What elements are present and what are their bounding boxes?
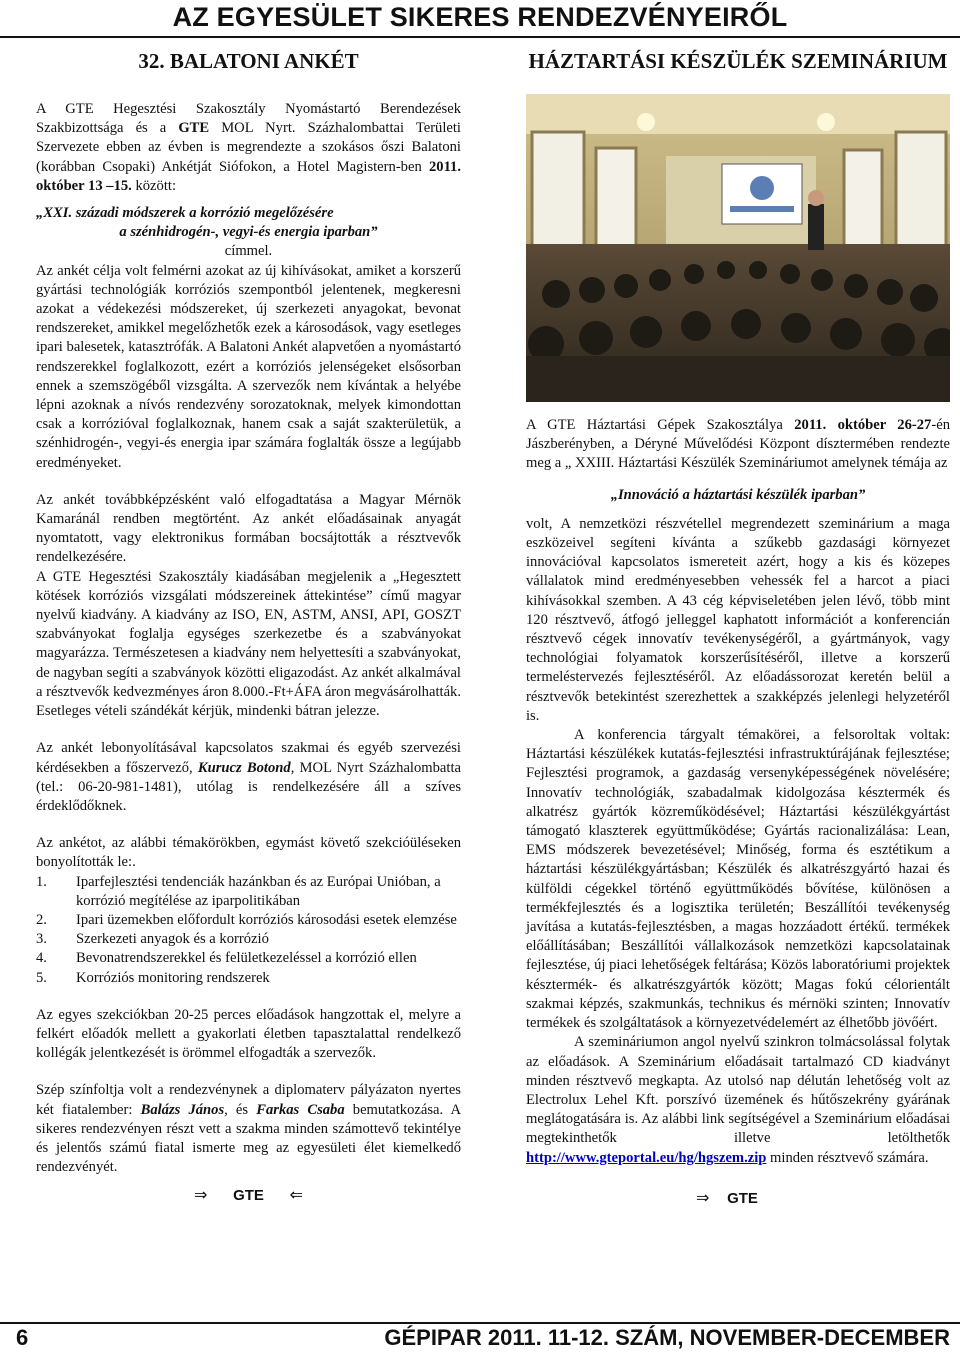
right-paragraph-2: A konferencia tárgyalt témakörei, a felsoroltak voltak: Háztartási készülékek kutatás-fejlesztési infrastruktúrájának fejlesztése; Fejlesztési programok, a gazdaság versenyképességének növelésére; Innovatív technológiák, szabadalmak kidolgozása késztermék és alkatrész gyártók közreműködésével; Háztartási készülékgyártást támogató klaszterek együttműködése; Gyártás racionalizálása: Lean, EMS módszerek bevezetésével; Minőség, forma és esztétikum a háztartási készülékgyártásban; Készülék és alkatrészgyártó hazai és külföldi cégekkel történő együttműködés bővítése, különösen a termékfejlesztés és a logisztika területén; Beszállítói tevékenység javítása a kutatás-fejlesztésben, a magas hozzáadott értékű. termékek előállításában; Beszállítói vállalkozások nemzetközi kapcsolatainak fejlesztése, új piaci lehetőségek feltárása; Közös laboratóriumi projektek késztermék- és alkatrészgyártók között; Magas fokú célorientált szakmai képzés, szakmunkás, technikus és mérnöki szinten; Innovatív termékek és szolgáltatások a környezetvédelemért az élhetőbb jövőért.	[526, 727, 950, 1032]
intro-text: között:	[131, 177, 176, 194]
list-item	[36, 949, 461, 968]
right-intro-paragraph	[526, 416, 950, 474]
left-signature	[36, 1185, 461, 1206]
p3-text: A szemináriumon angol nyelvű szinkron tolmácsolással folytak az előadások. A Szeminárium előadásait tartalmazó CD kiadványt minden résztvevő megkapta. Az utolsó nap délután lehetőség volt az Electrolux Lehel Kft. porszívó üzemének és hűtőszekrény gyárának meglátogatására is. Az alábbi link segítségével a Szeminárium előadásai megtekinthetők illetve letölthetők	[526, 1034, 950, 1147]
left-paragraph-1: Az ankét célja volt felmérni azokat az új kihívásokat, amiket a korszerű gyártási technológiák korróziós szempontból jelentenek, megkeresni azokat a védekezési módszereket, új szerkezeti anyagokat, bevonat rendszereket, amikkel megelőzhetők ezek a károsodások, vagy esetleges ipari balesetek, katasztrófák. A Balatoni Ankét alapvetően a nyomástartó rendszerekkel foglalkozott, ezért a korróziós jelenségeket elsősorban ennek a szemszögéből vizsgálta. A szervezők nem kívántak a helyébe lépni azoknak a nívós rendezvény sorozatoknak, melyek kimondottan csak a korrózióval foglalkoznak, hanem csak a saját szakterületük, a szénhidrogén-, vegyi-és energia ipar számára foglalták össze a legújabb eredményeket.	[36, 262, 461, 471]
p7-text: , és	[224, 1101, 257, 1118]
intro-date: 2011. október 13 –15.	[36, 158, 461, 194]
list-number: 3.	[36, 931, 47, 948]
list-item	[36, 873, 461, 911]
page-number: 6	[16, 1325, 29, 1350]
left-paragraph-6: Az egyes szekciókban 20-25 perces előadások hangzottak el, melyre a felkért előadók mellett a gyakorlati életben tapasztalattal rendelkező kollégák jelentkezését is örömmel elfogadták a szervezők.	[36, 1006, 461, 1062]
list-text: Bevonatrendszerekkel és felületkezeléssel a korrózió ellen	[76, 950, 417, 967]
winner-name-2: Farkas Csaba	[256, 1101, 345, 1118]
list-text: Korróziós monitoring rendszerek	[76, 969, 270, 986]
list-item	[36, 911, 461, 930]
intro-text: A GTE Hegesztési Szakosztály Nyomástartó Berendezések Szakbizottsága és a	[36, 101, 461, 137]
page-header-title: AZ EGYESÜLET SIKERES RENDEZVÉNYEIRŐL	[172, 2, 788, 32]
list-text: Ipari üzemekben előfordult korróziós károsodási esetek elemzése	[76, 911, 457, 928]
conference-hall-image	[526, 94, 950, 402]
arrow-right-icon: ⇒	[194, 1185, 208, 1205]
organizer-name: Kurucz Botond	[197, 759, 291, 776]
p7-text: bemutatkozása. A sikeres rendezvényen részt vett a szakma minden számottevő tekintélye és jelentős számú fiatal ismerte meg az egyesületi élet kiemelkedő rendezvényét.	[36, 1101, 462, 1176]
anket-title-line-1: „XXI. századi módszerek a korrózió megelőzésére	[36, 205, 334, 222]
right-signature	[526, 1188, 950, 1209]
gte-signature: GTE	[727, 1189, 758, 1207]
intro-text: A GTE Háztartási Gépek Szakosztálya	[526, 417, 795, 433]
right-article-title: HÁZTARTÁSI KÉSZÜLÉK SZEMINÁRIUM	[528, 49, 948, 73]
left-paragraph-4	[36, 739, 461, 816]
footer-divider	[0, 1322, 960, 1324]
right-article	[526, 48, 950, 1209]
intro-text: -én Jászberényben, a Déryné Művelődési Központ dísztermében rendezte meg a „ XXIII. Háztartási Készülék Szemináriumot amelynek témája az	[526, 417, 950, 472]
left-paragraph-2: Az ankét továbbképzésként való elfogadtatása a Magyar Mérnök Kamaránál rendben megtörtént. Az ankét előadásainak anyagát nyomtatott, vagy elektronikus formában bocsájtották a résztvevők rendelkezésére.	[36, 491, 461, 566]
anket-title	[36, 204, 461, 242]
list-number: 2.	[36, 911, 47, 928]
arrow-left-icon: ⇐	[289, 1185, 303, 1205]
list-number: 5.	[36, 969, 47, 986]
p4-text: , MOL Nyrt Százhalombatta (tel.: 06-20-981-1481), utólag is rendelkezésére áll a szíves érdeklődőknek.	[36, 759, 461, 814]
p4-text: Az ankét lebonyolításával kapcsolatos szakmai és egyéb szervezési kérdésekben a főszervező,	[36, 740, 461, 776]
conference-photo	[526, 94, 950, 402]
seminar-theme: „Innováció a háztartási készülék iparban”	[610, 486, 866, 503]
left-article	[36, 48, 461, 1207]
intro-date: 2011. október 26-27	[794, 417, 932, 433]
list-text: Iparfejlesztési tendenciák hazánkban és az Európai Unióban, a korrózió megítélése az iparpolitikában	[76, 873, 441, 909]
p3-text: minden résztvevő számára.	[766, 1149, 929, 1166]
left-paragraph-5: Az ankétot, az alábbi témakörökben, egymást követő szekcióüléseken bonyolították le:.	[36, 835, 461, 871]
intro-gte: GTE	[178, 120, 210, 137]
intro-text: MOL Nyrt. Százhalombattai Területi Szervezete ebben az évben is megrendezte a szokásos őszi Balatoni (korábban Csopaki) Ankétját Siófokon, a Hotel Magistern-ben	[36, 120, 461, 175]
left-intro-paragraph	[36, 100, 461, 196]
left-paragraph-3: A GTE Hegesztési Szakosztály kiadásában megjelenik a „Hegesztett kötések korróziós vizsgálati módszereinek áttekintése” című magyar nyelvű kiadvány. A kiadvány az ISO, EN, ASTM, ANSI, API, GOSZT szabványokat foglalja egységes szerkezetbe és a szabványokat magyarázza. Természetesen a kiadvány nem helyettesíti a szabványokat, de nagyban segíti a szabványok közötti eligazodást. Az ankét alkalmával a résztvevők kedvezményes áron 8.000.-Ft+ÁFA áron megvásárolhatták. Esetleges vételi szándékát kérjük, mindenki bátran jelezze.	[36, 568, 461, 720]
list-number: 1.	[36, 873, 47, 890]
right-paragraph-1: volt, A nemzetközi részvétellel megrendezett szeminárium a maga eszközeivel segíteni kívánta a szűkebb gazdasági környezet innovációval kapcsolatos ismereteit azért, hogy a kis és közepes vállalatok mind eredményesebben vehessék fel a harcot a piaci kihívásokkal szemben. A 43 cég képviseletében jelen lévő, több mint 120 résztvevő, átfogó jelleggel kaphatott információt a konferencián résztvevő cégek innovatív tevékenységéről, a gyártmányok, vagy technológiai folyamatok korszerűsítéséről, illetve a korszerű termeléstervezés fejlesztéséről. Az előadássorozat keretén belül a résztvevők betekintést szerezhettek a szakképzés jelenlegi helyzetéről is.	[526, 515, 950, 724]
footer-issue: GÉPIPAR 2011. 11-12. SZÁM, NOVEMBER-DECEMBER	[384, 1325, 950, 1350]
arrow-right-icon: ⇒	[696, 1187, 710, 1207]
header-divider	[0, 36, 960, 38]
left-paragraph-7	[36, 1081, 461, 1177]
anket-title-suffix: címmel.	[224, 243, 273, 260]
left-article-title: 32. BALATONI ANKÉT	[138, 49, 359, 73]
list-number: 4.	[36, 950, 47, 967]
gte-signature: GTE	[233, 1187, 264, 1205]
download-link[interactable]: http://www.gteportal.eu/hg/hgszem.zip	[526, 1149, 767, 1166]
list-item	[36, 969, 461, 988]
list-item	[36, 930, 461, 949]
topic-list	[36, 873, 461, 988]
p7-text: Szép színfoltja volt a rendezvénynek a diplomaterv pályázaton nyertes két fiatalember:	[36, 1082, 461, 1118]
anket-title-line-2: a szénhidrogén-, vegyi-és energia iparban”	[119, 224, 378, 241]
right-paragraph-3	[526, 1033, 950, 1167]
list-text: Szerkezeti anyagok és a korrózió	[76, 931, 269, 948]
winner-name-1: Balázs János	[140, 1101, 225, 1118]
